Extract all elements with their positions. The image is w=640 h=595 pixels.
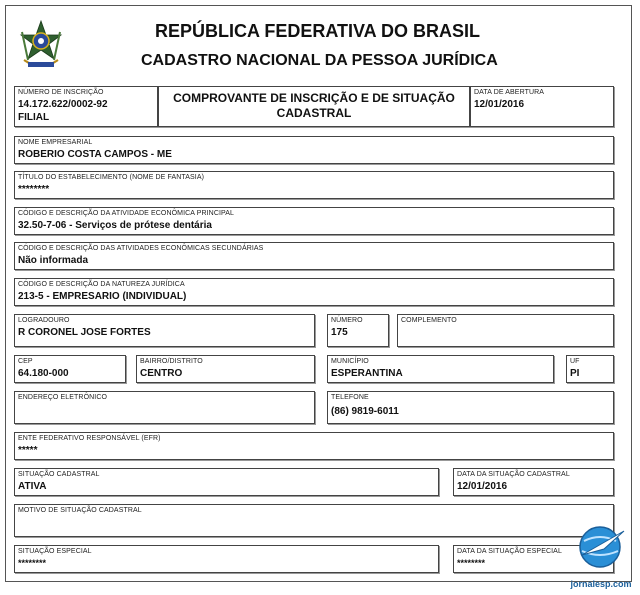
comprovante-box	[158, 86, 470, 127]
situacao-value: ATIVA	[18, 481, 47, 492]
watermark-text: jornalesp.com	[570, 579, 632, 589]
email-label: ENDEREÇO ELETRÔNICO	[18, 394, 108, 401]
data-situacao-label: DATA DA SITUAÇÃO CADASTRAL	[457, 471, 570, 478]
cep-value: 64.180-000	[18, 368, 69, 379]
natureza-juridica-field	[14, 278, 614, 306]
bairro-label: BAIRRO/DISTRITO	[140, 358, 203, 365]
uf-field	[566, 355, 614, 383]
logradouro-value: R CORONEL JOSE FORTES	[18, 327, 151, 338]
atividade-principal-value: 32.50-7-06 - Serviços de prótese dentária	[18, 220, 212, 231]
globe-plane-icon	[574, 521, 628, 573]
atividades-secundarias-label: CÓDIGO E DESCRIÇÃO DAS ATIVIDADES ECONÔMICAS SECUNDÁRIAS	[18, 245, 264, 252]
data-situacao-value: 12/01/2016	[457, 481, 508, 492]
atividade-principal-label: CÓDIGO E DESCRIÇÃO DA ATIVIDADE ECONÔMICA PRINCIPAL	[18, 210, 235, 217]
situacao-label: SITUAÇÃO CADASTRAL	[18, 471, 100, 478]
data-situacao-especial-label: DATA DA SITUAÇÃO ESPECIAL	[457, 548, 562, 555]
telefone-field	[327, 391, 614, 424]
nome-empresarial-label: NOME EMPRESARIAL	[18, 139, 93, 146]
nome-empresarial-value: ROBERIO COSTA CAMPOS - ME	[18, 149, 172, 160]
natureza-juridica-label: CÓDIGO E DESCRIÇÃO DA NATUREZA JURÍDICA	[18, 281, 185, 288]
numero-label: NÚMERO	[331, 317, 363, 324]
motivo-label: MOTIVO DE SITUAÇÃO CADASTRAL	[18, 507, 142, 514]
municipio-label: MUNICÍPIO	[331, 358, 369, 365]
data-situacao-field	[453, 468, 614, 496]
efr-value: *****	[18, 445, 38, 456]
numero-field	[327, 314, 389, 347]
bairro-field	[136, 355, 315, 383]
titulo-estabelecimento-value: ********	[18, 184, 50, 195]
atividade-principal-field	[14, 207, 614, 235]
situacao-field	[14, 468, 439, 496]
document-subtitle: CADASTRO NACIONAL DA PESSOA JURÍDICA	[141, 52, 498, 69]
cep-field	[14, 355, 126, 383]
logradouro-field	[14, 314, 315, 347]
efr-label: ENTE FEDERATIVO RESPONSÁVEL (EFR)	[18, 435, 161, 442]
inscricao-type: FILIAL	[18, 112, 50, 123]
uf-label: UF	[570, 358, 580, 365]
titulo-estabelecimento-field	[14, 171, 614, 199]
inscricao-number: 14.172.622/0002-92	[18, 99, 108, 110]
numero-value: 175	[331, 327, 348, 338]
data-situacao-especial-value: ********	[457, 558, 486, 568]
logradouro-label: LOGRADOURO	[18, 317, 70, 324]
abertura-label: DATA DE ABERTURA	[474, 89, 545, 96]
natureza-juridica-value: 213-5 - EMPRESARIO (INDIVIDUAL)	[18, 291, 187, 302]
document-title: REPÚBLICA FEDERATIVA DO BRASIL	[155, 21, 481, 41]
complemento-label: COMPLEMENTO	[401, 317, 457, 324]
efr-field	[14, 432, 614, 460]
nome-empresarial-field	[14, 136, 614, 164]
comprovante-line2: CADASTRAL	[276, 106, 352, 120]
inscricao-field	[14, 86, 158, 127]
brazil-coat-of-arms-icon	[18, 20, 64, 72]
telefone-value: (86) 9819-6011	[331, 406, 399, 417]
abertura-field	[470, 86, 614, 127]
atividades-secundarias-value: Não informada	[18, 255, 89, 266]
municipio-field	[327, 355, 554, 383]
motivo-field	[14, 504, 614, 537]
bairro-value: CENTRO	[140, 368, 183, 379]
inscricao-label: NÚMERO DE INSCRIÇÃO	[18, 89, 104, 96]
atividades-secundarias-field	[14, 242, 614, 270]
titulo-estabelecimento-label: TÍTULO DO ESTABELECIMENTO (NOME DE FANTASIA)	[18, 174, 205, 181]
situacao-especial-field	[14, 545, 439, 573]
cep-label: CEP	[18, 358, 33, 365]
uf-value: PI	[570, 368, 580, 379]
abertura-value: 12/01/2016	[474, 99, 525, 110]
situacao-especial-value: ********	[18, 558, 47, 568]
watermark	[568, 521, 634, 591]
telefone-label: TELEFONE	[331, 394, 369, 401]
complemento-field	[397, 314, 614, 347]
situacao-especial-label: SITUAÇÃO ESPECIAL	[18, 548, 92, 555]
comprovante-line1: COMPROVANTE DE INSCRIÇÃO E DE SITUAÇÃO	[173, 91, 455, 105]
email-field	[14, 391, 315, 424]
municipio-value: ESPERANTINA	[331, 368, 403, 379]
